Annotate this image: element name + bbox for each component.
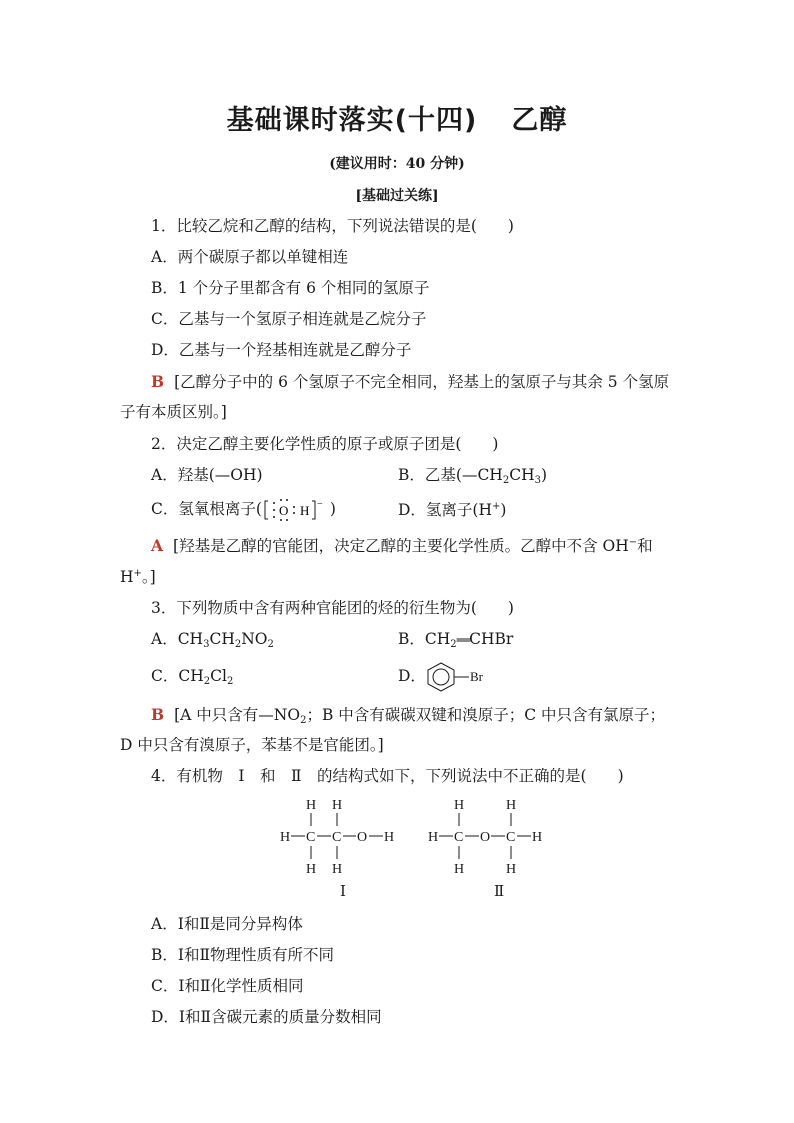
- structure-ii-label: Ⅱ: [494, 884, 505, 900]
- time-note: (建议用时：40 分钟): [329, 156, 465, 172]
- structure-i-label: Ⅰ: [340, 884, 346, 900]
- title-main: 基础课时落实(十四): [226, 105, 478, 136]
- q2-answer-line: A [羟基是乙醇的官能团，决定乙醇的主要化学性质。乙醇中不含 OH−和: [151, 536, 653, 555]
- svg-text:C: C: [332, 830, 342, 845]
- q1-explanation-2: 子有本质区别。]: [120, 403, 227, 421]
- svg-text:H: H: [332, 862, 343, 877]
- structure-ii-dimethyl-ether: [424, 795, 554, 905]
- svg-text:O: O: [357, 830, 368, 845]
- q1-option-b: B．1 个分子里都含有 6 个相同的氢原子: [151, 279, 430, 297]
- section-heading: [基础过关练]: [355, 188, 439, 204]
- q3-option-c: C．$CH_2Cl_2$: [151, 667, 234, 687]
- svg-text:C: C: [506, 830, 516, 845]
- svg-text:O: O: [480, 830, 491, 845]
- q3-answer-line: B [A 中只含有$—NO_2$；B 中含有碳碳双键和溴原子；C 中只含有氯原子；: [151, 705, 666, 726]
- structure-i-ethanol: [276, 795, 406, 905]
- q1-option-d: D．乙基与一个羟基相连就是乙醇分子: [151, 341, 412, 359]
- q2-option-c: C．氢氧根离子( O H − ): [151, 498, 336, 522]
- q1-answer-line: [151, 372, 669, 392]
- q4-option-a: A．Ⅰ和Ⅱ是同分异构体: [151, 915, 303, 933]
- q2-option-b: B．乙基$(—CH_2CH_3)$: [398, 466, 548, 486]
- svg-text:H: H: [384, 830, 395, 845]
- svg-text:C: C: [306, 830, 316, 845]
- q3-option-a: A．$CH_3CH_2NO_2$: [151, 630, 274, 650]
- svg-text:H: H: [454, 798, 465, 813]
- svg-text:C: C: [454, 830, 464, 845]
- svg-text:H: H: [454, 862, 465, 877]
- q2-option-a: A．羟基(—OH): [151, 466, 263, 484]
- hydroxide-ion-formula: [264, 498, 328, 522]
- ion-hydrogen: H: [299, 503, 310, 518]
- q3-option-b: B．$CH_2══CHBr$: [398, 630, 514, 650]
- q2-explanation-2: H+。]: [120, 568, 156, 586]
- svg-text:H: H: [506, 798, 517, 813]
- svg-text:H: H: [506, 862, 517, 877]
- q4-stem: 4．有机物 Ⅰ 和 Ⅱ 的结构式如下，下列说法中不正确的是( ): [151, 767, 624, 785]
- ion-oxygen: O: [278, 503, 289, 518]
- q1-explanation-1: [乙醇分子中的 6 个氢原子不完全相同，羟基上的氢原子与其余 5 个氢原: [174, 373, 670, 391]
- q2-answer: A: [151, 536, 164, 555]
- q2-option-d: D．氢离子(H+): [398, 501, 507, 519]
- ion-charge: −: [316, 499, 323, 510]
- q1-stem: 1．比较乙烷和乙醇的结构，下列说法错误的是( ): [151, 217, 514, 235]
- q3-explanation-2: D 中只含有溴原子，苯基不是官能团。]: [120, 736, 384, 754]
- q3-option-d: D．: [398, 667, 426, 685]
- svg-text:H: H: [280, 830, 291, 845]
- page-title: [0, 98, 794, 137]
- bromine-label: Br: [470, 669, 483, 684]
- q1-option-c: C．乙基与一个氢原子相连就是乙烷分子: [151, 310, 427, 328]
- title-topic: 乙醇: [511, 105, 568, 136]
- q3-stem: 3．下列物质中含有两种官能团的烃的衍生物为( ): [151, 599, 514, 617]
- q4-option-c: C．Ⅰ和Ⅱ化学性质相同: [151, 977, 304, 995]
- bromobenzene-structure: [424, 659, 494, 693]
- svg-text:H: H: [332, 798, 343, 813]
- q1-option-a: A．两个碳原子都以单键相连: [151, 248, 349, 266]
- q3-answer: B: [151, 705, 165, 724]
- q4-option-d: D．Ⅰ和Ⅱ含碳元素的质量分数相同: [151, 1008, 382, 1026]
- q1-answer: B: [151, 372, 165, 391]
- q4-option-b: B．Ⅰ和Ⅱ物理性质有所不同: [151, 946, 335, 964]
- svg-text:H: H: [532, 830, 543, 845]
- svg-text:H: H: [306, 798, 317, 813]
- svg-text:H: H: [306, 862, 317, 877]
- svg-text:H: H: [428, 830, 439, 845]
- q2-stem: 2．决定乙醇主要化学性质的原子或原子团是( ): [151, 435, 499, 453]
